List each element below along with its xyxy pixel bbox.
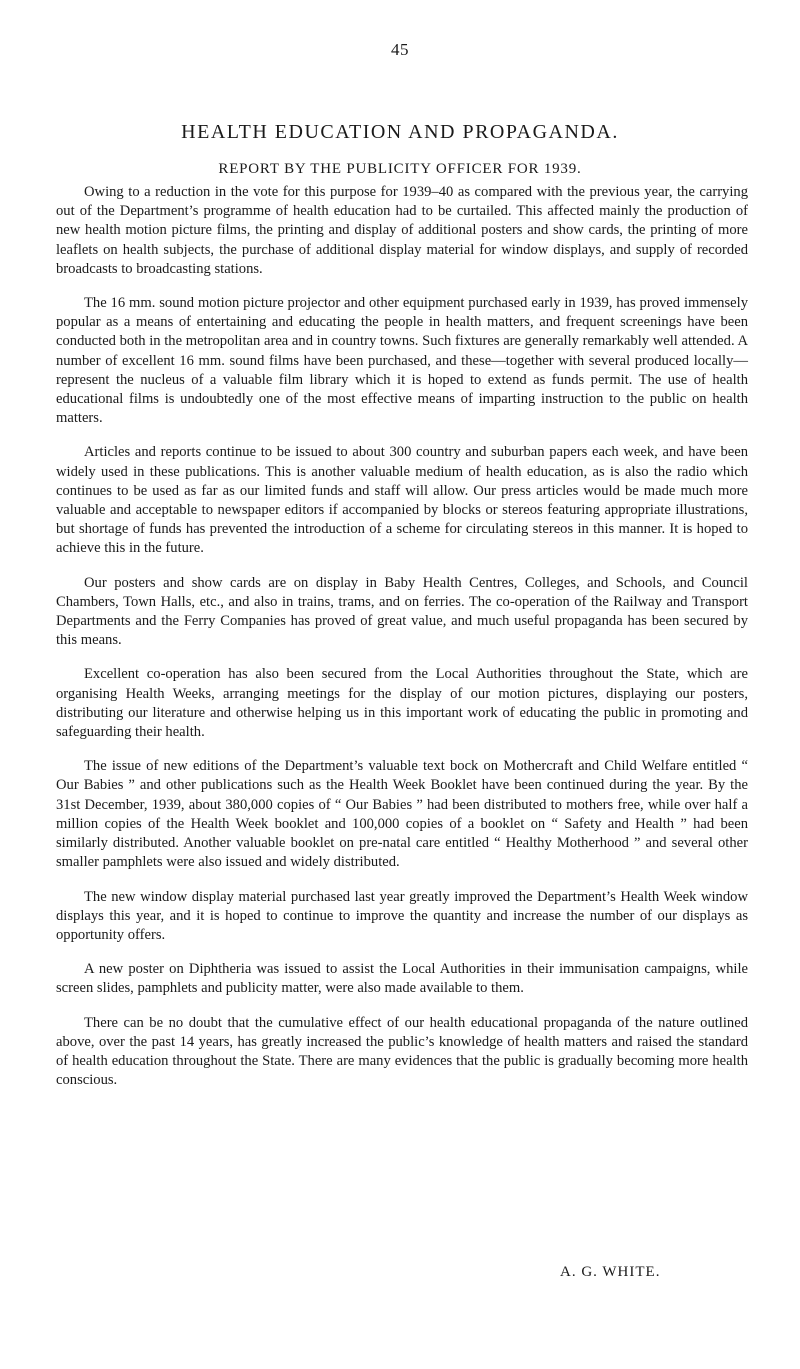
paragraph-motion-picture-projector: The 16 mm. sound motion picture projector and other equipment purchased early in 1939, has proved immensely popular as a means of entertaining and educating the people in health matters, and frequent screenings have been conducted both in the metropolitan area and in country towns. Such fixtures are generally remarkably well attended. A number of excellent 16 mm. sound films have been purchased, and these—together with several produced locally—represent the nucleus of a valuable film library which it is hoped to extend as funds permit. The use of health educational films is undoubtedly one of the most effective means of imparting instruction to the public on health matters.	[56, 295, 748, 427]
paragraph-reduction-in-vote: Owing to a reduction in the vote for this purpose for 1939–40 as compared with the previous year, the carrying out of the Department’s programme of health education had to be curtailed. This affected mainly the production of new health motion picture films, the printing and display of additional posters and show cards, the printing of more leaflets on health subjects, the purchase of additional display material for window displays, and supply of recorded broadcasts to broadcasting stations.	[56, 184, 748, 277]
paragraph-posters-and-show-cards: Our posters and show cards are on display in Baby Health Centres, Colleges, and Schools, and Council Chambers, Town Halls, etc., and also in trains, trams, and on ferries. The co-operation of the Railway and Transport Departments and the Ferry Companies has proved of great value, and much useful propaganda has been secured by this means.	[56, 574, 748, 649]
paragraph-window-display: The new window display material purchased last year greatly improved the Department’s Health Week window displays this year, and it is hoped to continue to improve the quantity and increase the number of our displays as opportunity offers.	[56, 888, 748, 943]
report-body	[56, 183, 748, 1105]
signature: A. G. WHITE.	[560, 1264, 661, 1280]
page-title: HEALTH EDUCATION AND PROPAGANDA.	[181, 121, 619, 143]
report-subtitle: REPORT BY THE PUBLICITY OFFICER FOR 1939.	[218, 161, 582, 177]
paragraph-articles-and-reports: Articles and reports continue to be issued to about 300 country and suburban papers each week, and have been widely used in these publications. This is another valuable medium of health education, as is also the radio which continues to be used as far as our limited funds and staff will allow. Our press articles would be made much more valuable and acceptable to newspaper editors if accompanied by blocks or stereos featuring appropriate illustrations, but shortage of funds has prevented the introduction of a scheme for circulating stereos in this manner. It is hoped to achieve this in the future.	[56, 444, 748, 557]
paragraph-diphtheria-poster: A new poster on Diphtheria was issued to assist the Local Authorities in their immunisation campaigns, while screen slides, pamphlets and publicity matter, were also made available to them.	[56, 961, 748, 997]
paragraph-new-editions: The issue of new editions of the Department’s valuable text bock on Mothercraft and Child Welfare entitled “ Our Babies ” and other publications such as the Health Week Booklet have been continued during the year. By the 31st December, 1939, about 380,000 copies of “ Our Babies ” had been distributed to mothers free, while over half a million copies of the Health Week booklet and 100,000 copies of a booklet on “ Safety and Health ” had been similarly distributed. Another valuable booklet on pre-natal care entitled “ Healthy Motherhood ” and several other smaller pamphlets were also issued and widely distributed.	[56, 758, 748, 871]
paragraph-local-authorities: Excellent co-operation has also been secured from the Local Authorities throughout the State, which are organising Health Weeks, arranging meetings for the display of our motion pictures, displaying our posters, distributing our literature and otherwise helping us in this important work of educating the public in promoting and safeguarding their health.	[56, 666, 748, 741]
paragraph-cumulative-effect: There can be no doubt that the cumulative effect of our health educational propaganda of the nature outlined above, over the past 14 years, has greatly increased the public’s knowledge of health matters and raised the standard of health education throughout the State. There are many evidences that the public is gradually becoming more health conscious.	[56, 1014, 748, 1089]
page-number: 45	[391, 40, 409, 59]
